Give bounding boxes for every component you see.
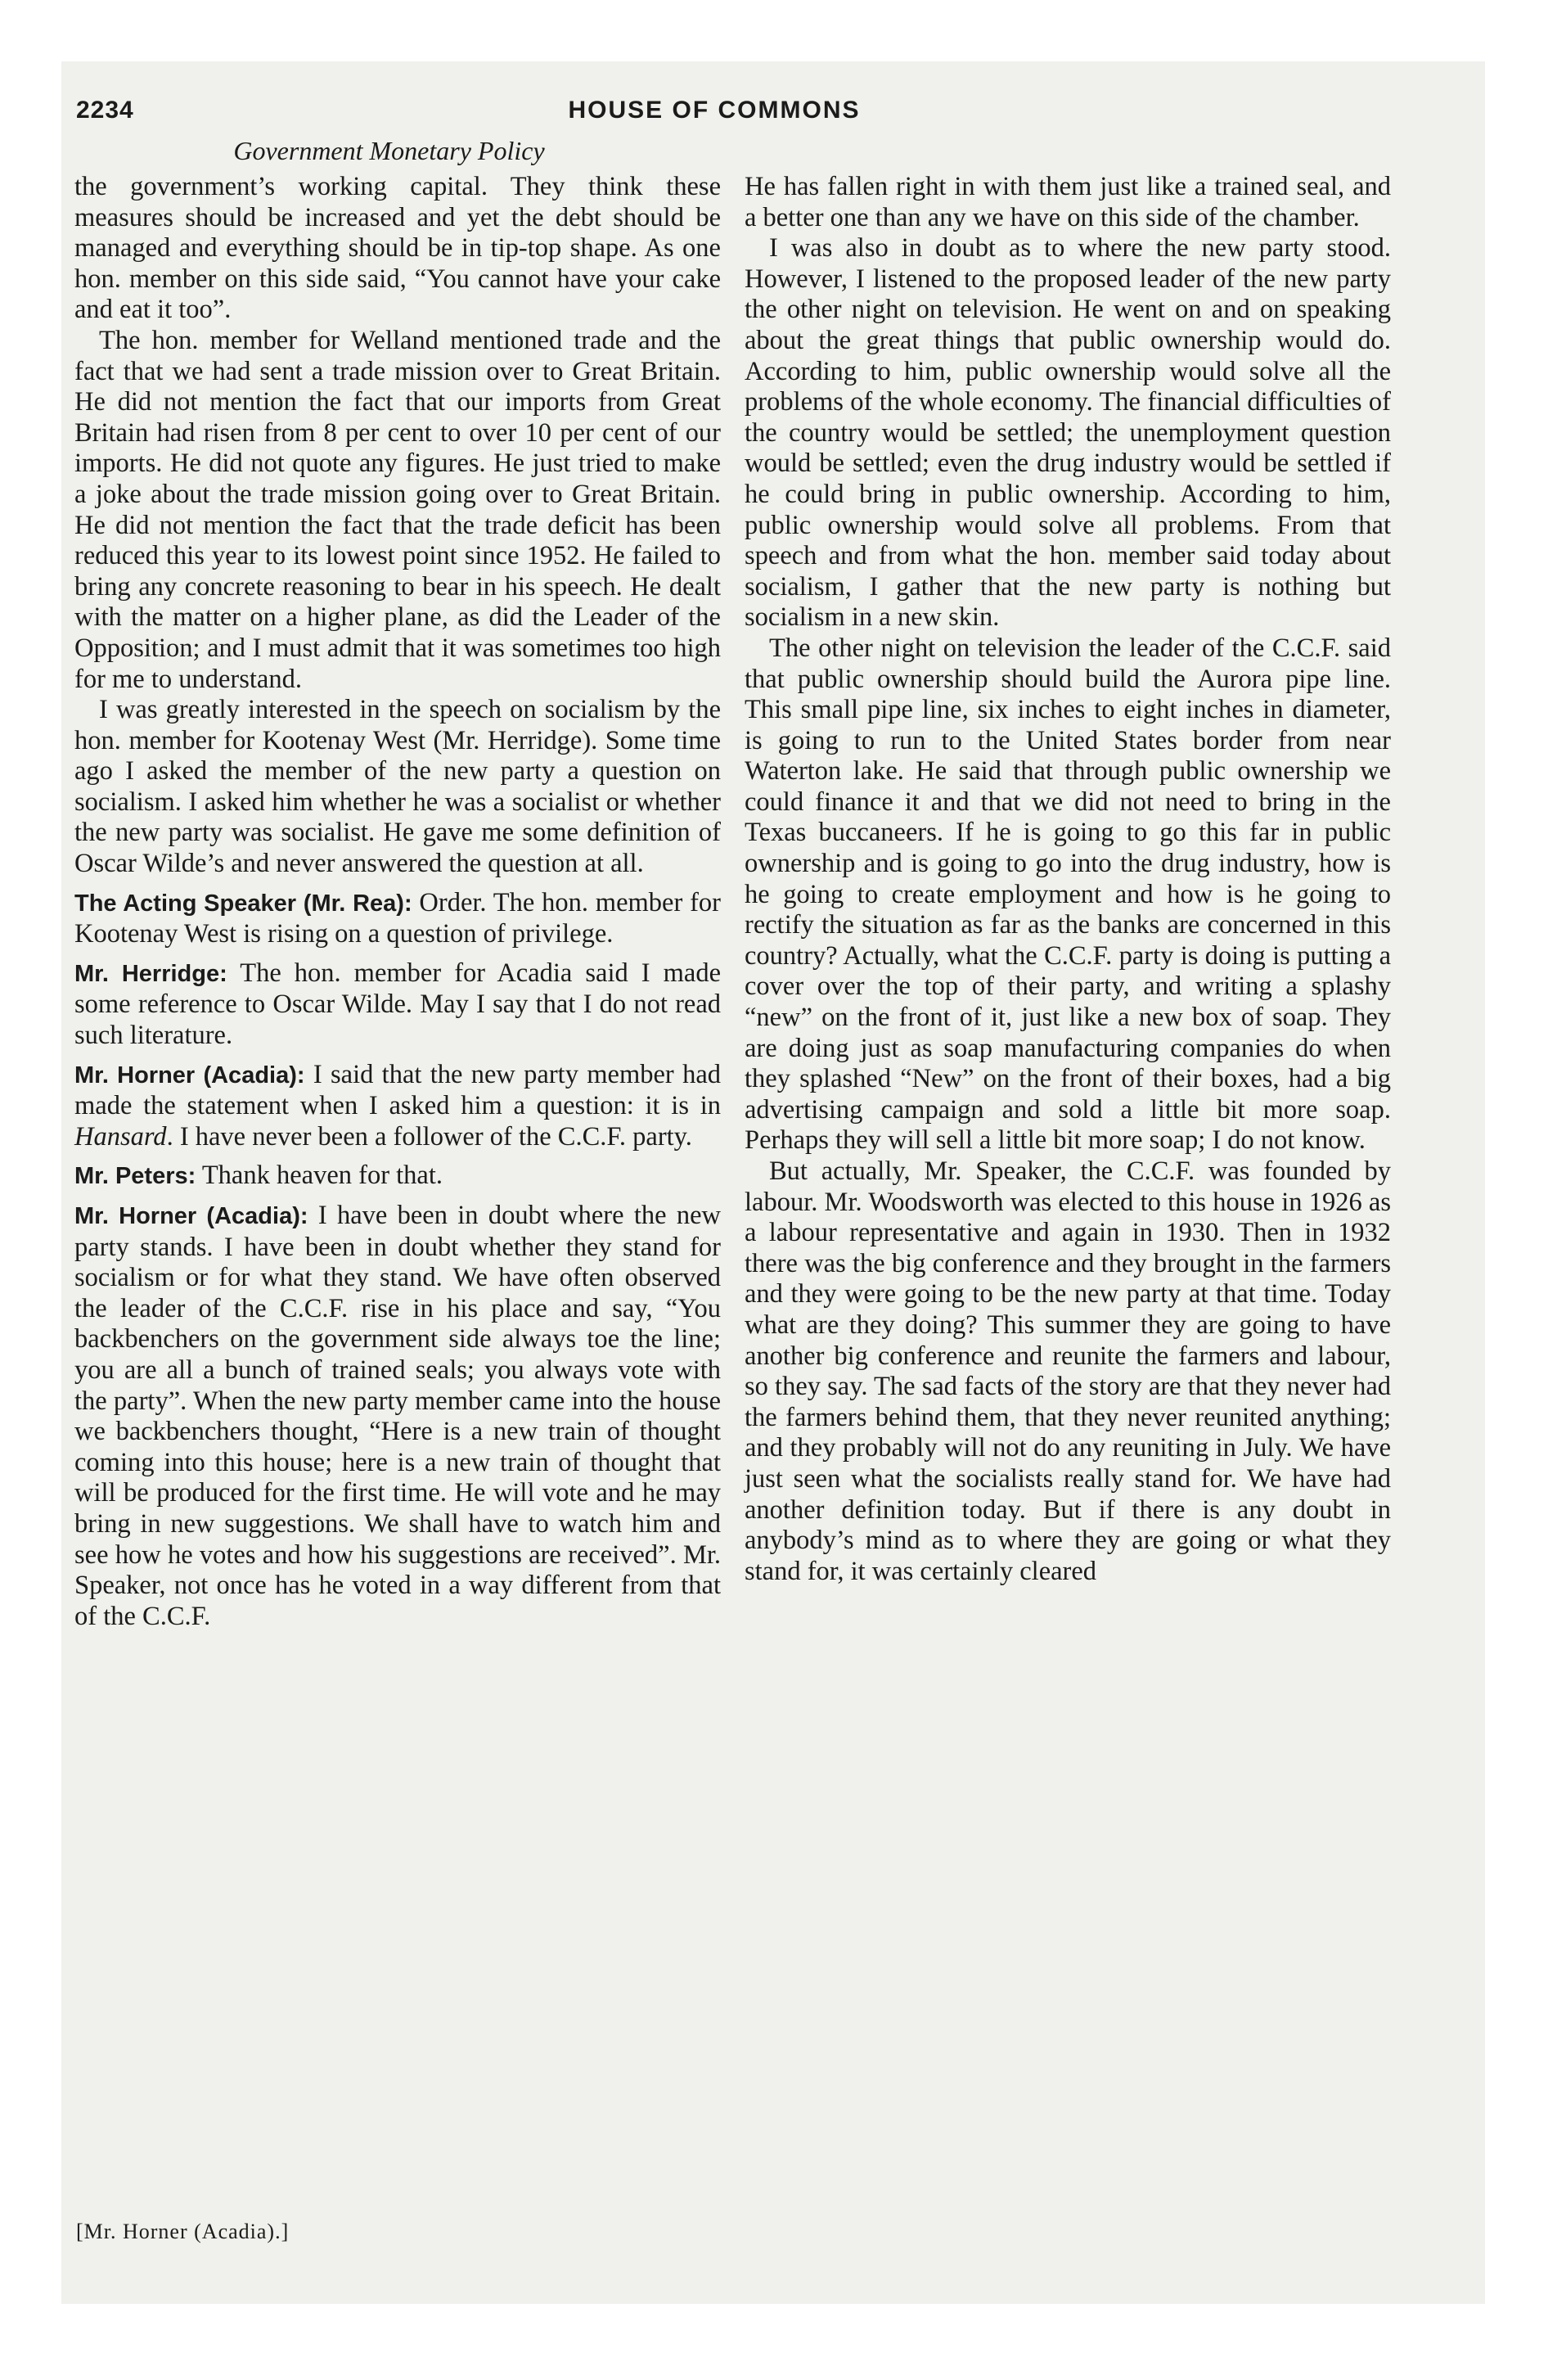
speech-paragraph [74,1060,721,1153]
speech-paragraph [74,1161,721,1192]
paragraph: But actually, Mr. Speaker, the C.C.F. was founded by labour. Mr. Woodsworth was elected to this house in 1926 as a labour representative and again in 1930. Then in 1932 there was the big conference and they brought in the farmers and they were going to be the new party at that time. Today what are they doing? This summer they are going to have another big conference and reunite the farmers and labour, so they say. The sad facts of the story are that they never had the farmers behind them, that they never reunited anything; and they probably will not do any reuniting in July. We have just seen what the socialists really stand for. We have had another definition today. But if there is any doubt in anybody’s mind as to where they are going or what they stand for, it was certainly cleared [745,1156,1391,1586]
paragraph: He has fallen right in with them just like a trained seal, and a better one than any we have on this side of the chamber. [745,172,1391,232]
speech-paragraph [74,1201,721,1632]
speech-text: Order. The hon. member for Kootenay West is rising on a question of privilege. [74,887,721,949]
section-subtitle: Government Monetary Policy [233,136,545,165]
speech-text: The hon. member for Acadia said I made some reference to Oscar Wilde. May I say that I do not read such literature. [74,958,721,1051]
page-header [76,97,1352,137]
paragraph: The other night on television the leader of the C.C.F. said that public ownership should build the Aurora pipe line. This small pipe line, six inches to eight inches in diameter, is going to run to the United States border from near Waterton lake. He said that through public ownership we could finance it and that we did not need to bring in the Texas buccaneers. If he is going to go this far in public ownership and is going to go into the drug industry, how is he going to create employment and how is he going to rectify the situation as far as the banks are concerned in this country? Actually, what the C.C.F. party is doing is putting a cover over the top of their party, and writing a splashy “new” on the front of it, just like a new box of soap. They are doing just as soap manufacturing companies do when they splashed “New” on the front of their boxes, had a big advertising campaign and sold a little bit more soap. Perhaps they will sell a little bit more soap; I do not know. [745,633,1391,1156]
speech-text: Thank heaven for that. [196,1161,443,1191]
speech-text: . I have never been a follower of the C.C.F. party. [166,1121,692,1152]
italic-term: Hansard [74,1121,167,1152]
speaker-name: Mr. Peters: [74,1163,196,1190]
speech-text: I said that the new party member had made the statement when I asked him a question: it is in [74,1059,721,1121]
footer-speaker-note: [Mr. Horner (Acadia).] [76,2220,290,2243]
paragraph: the government’s working capital. They think these measures should be increased and yet the debt should be managed and everything should be in tip-top shape. As one hon. member on this side said, “You cannot have your cake and eat it too”. [74,172,721,325]
speaker-name: Mr. Herridge: [74,960,227,987]
page-number: 2234 [76,97,134,124]
speaker-name: Mr. Horner (Acadia): [74,1203,308,1229]
speaker-name: Mr. Horner (Acadia): [74,1062,305,1089]
paragraph: The hon. member for Welland mentioned trade and the fact that we had sent a trade mission over to Great Britain. He did not mention the fact that our imports from Great Britain had risen from 8 per cent to over 10 per cent of our imports. He did not quote any figures. He just tried to make a joke about the trade mission going over to Great Britain. He did not mention the fact that the trade deficit has been reduced this year to its lowest point since 1952. He failed to bring any concrete reasoning to bear in his speech. He dealt with the matter on a higher plane, as did the Leader of the Opposition; and I must admit that it was sometimes too high for me to understand. [74,325,721,694]
speech-paragraph [74,958,721,1052]
right-column [745,172,1391,1587]
paragraph: I was greatly interested in the speech on socialism by the hon. member for Kootenay West (Mr. Herridge). Some time ago I asked the member of the new party a question on socialism. I asked him whether he was a socialist or whether the new party was socialist. He gave me some definition of Oscar Wilde’s and never answered the question at all. [74,695,721,879]
speaker-name: The Acting Speaker (Mr. Rea): [74,890,412,917]
speech-paragraph [74,888,721,950]
speech-text: I have been in doubt where the new party stands. I have been in doubt whether they stand for socialism or for what they stand. We have often observed the leader of the C.C.F. rise in his place and say, “You backbenchers on the government side always toe the line; you are all a bunch of trained seals; you always vote with the party”. When the new party member came into the house we backbenchers thought, “Here is a new train of thought coming into this house; here is a new train of thought that will be produced for the first time. He will vote and he may bring in new suggestions. We shall have to watch him and see how he votes and how his suggestions are received”. Mr. Speaker, not once has he voted in a way different from that of the C.C.F. [74,1201,721,1631]
left-column [74,172,721,1632]
paragraph: I was also in doubt as to where the new party stood. However, I listened to the proposed leader of the new party the other night on television. He went on and on speaking about the great things that public ownership would do. According to him, public ownership would solve all the problems of the whole economy. The financial difficulties of the country would be settled; the unemployment question would be settled; even the drug industry would be settled if he could bring in public ownership. According to him, public ownership would solve all problems. From that speech and from what the hon. member said today about socialism, I gather that the new party is nothing but socialism in a new skin. [745,233,1391,633]
running-title: HOUSE OF COMMONS [568,97,861,124]
